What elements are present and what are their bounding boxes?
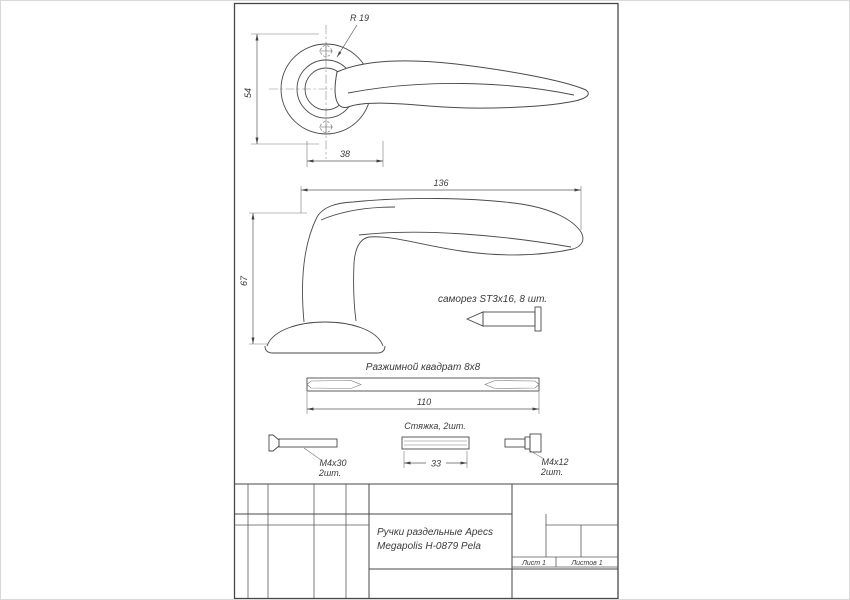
bolt-short-label: М4х12 bbox=[541, 457, 569, 467]
bolt-short-shaft bbox=[505, 439, 525, 447]
screw-note bbox=[438, 294, 547, 331]
dim-arrow bbox=[256, 34, 259, 41]
bolt-long-qty: 2шт. bbox=[318, 468, 342, 478]
doc-name-line1: Ручки раздельные Apecs bbox=[377, 527, 493, 538]
bolt-short-qty: 2шт. bbox=[540, 467, 564, 477]
dim-67-label: 67 bbox=[239, 275, 249, 287]
sheets-cell: Листов 1 bbox=[571, 560, 603, 567]
spindle-crimp-left bbox=[307, 381, 361, 389]
fastener-bolt-short bbox=[505, 434, 569, 477]
radius-label: R 19 bbox=[350, 13, 370, 23]
title-block bbox=[234, 484, 618, 598]
doc-name-line2: Megapolis H-0879 Pela bbox=[377, 541, 481, 552]
side-view bbox=[239, 178, 583, 353]
dim-arrow bbox=[461, 462, 468, 465]
screw-icon-head bbox=[535, 307, 541, 331]
bolt-long-shaft bbox=[279, 439, 337, 447]
leader-arrow bbox=[337, 51, 341, 57]
dim-136-label: 136 bbox=[433, 178, 449, 188]
dim-arrow bbox=[256, 138, 259, 145]
dim-arrow bbox=[404, 462, 411, 465]
sleeve-body bbox=[402, 437, 469, 449]
dim-54-label: 54 bbox=[243, 87, 253, 99]
dim-arrow bbox=[301, 189, 308, 192]
lever-side-inner-contour-long bbox=[359, 232, 571, 247]
fastener-sleeve bbox=[402, 421, 469, 469]
dim-arrow bbox=[252, 213, 255, 220]
lever-side-inner-contour-short bbox=[321, 207, 395, 220]
sheet-cell: Лист 1 bbox=[522, 560, 546, 567]
dim-arrow bbox=[575, 189, 582, 192]
dim-arrow bbox=[307, 160, 314, 163]
technical-drawing bbox=[1, 1, 850, 600]
spindle-title: Разжимной квадрат 8х8 bbox=[365, 362, 481, 373]
spindle-view bbox=[307, 362, 539, 414]
leader-line bbox=[304, 448, 321, 460]
screw-note-text: саморез ST3x16, 8 шт. bbox=[438, 294, 548, 305]
screw-icon-shaft bbox=[483, 312, 535, 326]
dim-arrow bbox=[533, 408, 540, 411]
fastener-bolt-long bbox=[269, 435, 347, 478]
lever-top-outline bbox=[335, 61, 588, 108]
spindle-bar bbox=[307, 378, 539, 391]
spindle-crimp-right bbox=[485, 381, 539, 389]
dim-arrow bbox=[377, 160, 384, 163]
dim-arrow bbox=[252, 338, 255, 345]
bolt-long-label: М4х30 bbox=[319, 458, 347, 468]
bolt-long-head bbox=[269, 435, 279, 451]
bolt-short-head bbox=[530, 434, 541, 452]
dim-33-label: 33 bbox=[430, 458, 442, 469]
dim-arrow bbox=[307, 408, 314, 411]
sleeve-label: Стяжка, 2шт. bbox=[404, 421, 466, 431]
dim-110-label: 110 bbox=[416, 397, 432, 407]
bolt-short-collar bbox=[525, 437, 530, 449]
top-view bbox=[243, 13, 588, 167]
rosette-side-base bbox=[265, 322, 385, 353]
screw-icon-tip bbox=[467, 312, 483, 326]
dim-38-label: 38 bbox=[339, 149, 351, 159]
